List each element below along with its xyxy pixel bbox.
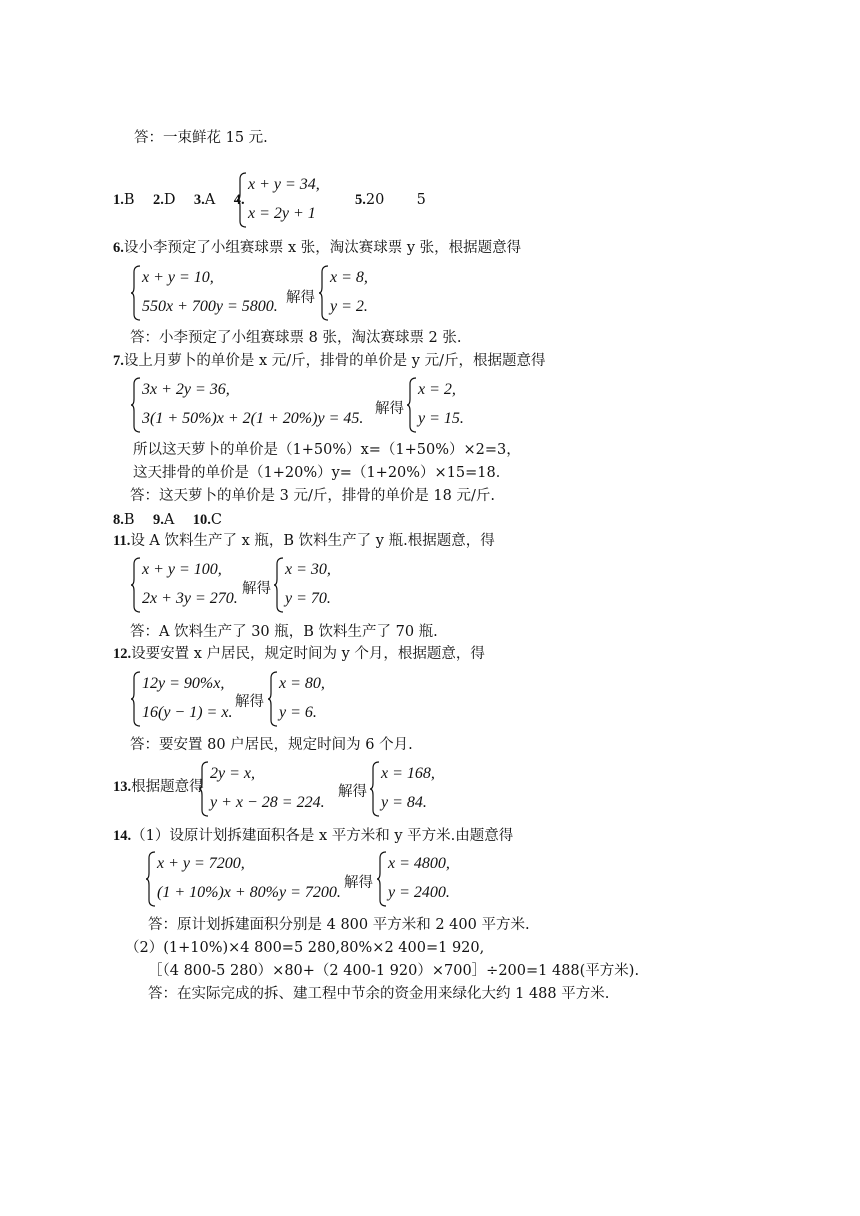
q11-stem — [113, 534, 495, 549]
left-brace-icon — [130, 376, 142, 434]
q7-stem — [113, 354, 545, 369]
q7-solution — [406, 376, 486, 434]
q14-sol1: x = 4800, — [388, 855, 450, 872]
left-brace-icon — [369, 760, 381, 818]
q13-text: 根据题意得 — [131, 779, 204, 795]
q7-answer: 答：这天萝卜的单价是 3 元/斤，排骨的单价是 18 元/斤. — [130, 488, 495, 504]
q10-answer: C — [210, 512, 222, 528]
q14-sol2: y = 2400. — [388, 884, 450, 901]
q12-text: 设要安置 x 户居民，规定时间为 y 个月，根据题意，得 — [131, 646, 485, 662]
q11-sol1: x = 30, — [285, 561, 331, 578]
q7-equations — [130, 376, 380, 434]
q7-sol1: x = 2, — [418, 381, 456, 398]
left-brace-icon — [267, 670, 279, 728]
q2-number: 2. — [152, 192, 164, 208]
q11-text: 设 A 饮料生产了 x 瓶，B 饮料生产了 y 瓶.根据题意，得 — [130, 533, 495, 549]
q12-solution — [267, 670, 347, 728]
q11-sol2: y = 70. — [285, 590, 331, 607]
q13-number: 13. — [113, 779, 132, 795]
q12-answer: 答：要安置 80 户居民，规定时间为 6 个月. — [130, 737, 413, 753]
q3-number: 3. — [193, 192, 205, 208]
q7-eq2: 3(1 + 50%)x + 2(1 + 20%)y = 45. — [142, 410, 364, 427]
q5-line — [355, 193, 426, 208]
q6-answer: 答：小李预定了小组赛球票 8 张，淘汰赛球票 2 张. — [130, 330, 462, 346]
q4-eq1: x + y = 34, — [248, 176, 320, 193]
q7-line2: 这天排骨的单价是（1+20%）y=（1+20%）×15=18． — [133, 465, 511, 481]
q13-solution — [369, 760, 459, 818]
q6-eq1: x + y = 10, — [142, 269, 214, 286]
q14-stem — [113, 829, 513, 844]
q14-text: （1）设原计划拆建面积各是 x 平方米和 y 平方米.由题意得 — [131, 828, 514, 844]
q6-equations — [130, 264, 290, 322]
left-brace-icon — [273, 556, 285, 614]
q12-equations — [130, 670, 240, 728]
q4-eq2: x = 2y + 1 — [248, 205, 316, 222]
left-brace-icon — [130, 556, 142, 614]
q5-answer-a: 20 — [365, 192, 385, 208]
q14-eq1: x + y = 7200, — [157, 855, 245, 872]
q11-eq1: x + y = 100, — [142, 561, 222, 578]
q11-solve-label: 解得 — [242, 581, 271, 597]
left-brace-icon — [130, 670, 142, 728]
q6-sol2: y = 2. — [330, 298, 368, 315]
q10-number: 10. — [192, 512, 211, 528]
q12-sol2: y = 6. — [279, 704, 317, 721]
q14-answer-1: 答：原计划拆建面积分别是 4 800 平方米和 2 400 平方米. — [148, 917, 530, 933]
left-brace-icon — [406, 376, 418, 434]
left-brace-icon — [145, 850, 157, 908]
q11-answer: 答：A 饮料生产了 30 瓶，B 饮料生产了 70 瓶. — [130, 624, 438, 640]
q6-number: 6. — [113, 240, 124, 256]
q6-sol1: x = 8, — [330, 269, 368, 286]
q14-number: 14. — [113, 828, 132, 844]
q6-text: 设小李预定了小组赛球票 x 张，淘汰赛球票 y 张，根据题意得 — [123, 240, 522, 256]
q14-part2-line1: （2）(1+10%)×4 800=5 280,80%×2 400=1 920, — [125, 940, 485, 956]
q13-sol1: x = 168, — [381, 765, 435, 782]
q7-line1: 所以这天萝卜的单价是（1+50%）x=（1+50%）×2=3， — [133, 442, 521, 458]
q9-number: 9. — [152, 512, 164, 528]
q13-solve-label: 解得 — [338, 784, 367, 800]
q7-number: 7. — [113, 353, 124, 369]
answers-1-5 — [113, 193, 245, 208]
q12-solve-label: 解得 — [235, 694, 264, 710]
q14-answer-2: 答：在实际完成的拆、建工程中节余的资金用来绿化大约 1 488 平方米. — [148, 986, 610, 1002]
left-brace-icon — [130, 264, 142, 322]
q4-system — [233, 171, 326, 229]
q5-number: 5. — [355, 192, 366, 208]
q7-eq1: 3x + 2y = 36, — [142, 381, 230, 398]
q3-answer: A — [204, 192, 216, 208]
q6-stem — [113, 241, 521, 256]
q11-solution — [273, 556, 353, 614]
left-brace-icon — [233, 171, 248, 229]
q14-solve-label: 解得 — [344, 875, 373, 891]
q12-eq1: 12y = 90%x, — [142, 675, 225, 692]
q11-eq2: 2x + 3y = 270. — [142, 590, 238, 607]
left-brace-icon — [318, 264, 330, 322]
q4-number: 4. — [233, 192, 245, 208]
q8-answer: B — [123, 512, 135, 528]
left-brace-icon — [198, 760, 210, 818]
q12-stem — [113, 647, 485, 662]
q14-solution — [376, 850, 476, 908]
q7-solve-label: 解得 — [375, 401, 404, 417]
q1-answer: B — [123, 192, 135, 208]
q12-eq2: 16(y − 1) = x. — [142, 704, 233, 721]
q1-number: 1. — [113, 192, 124, 208]
answers-8-10 — [113, 513, 222, 528]
q6-eq2: 550x + 700y = 5800. — [142, 298, 278, 315]
q11-equations — [130, 556, 250, 614]
q13-eq1: 2y = x, — [210, 765, 255, 782]
q14-equations — [145, 850, 345, 908]
left-brace-icon — [376, 850, 388, 908]
q11-number: 11. — [113, 533, 131, 549]
q6-solution — [318, 264, 388, 322]
q14-eq2: (1 + 10%)x + 80%y = 7200. — [157, 884, 341, 901]
q12-sol1: x = 80, — [279, 675, 325, 692]
q9-answer: A — [163, 512, 175, 528]
q7-sol2: y = 15. — [418, 410, 464, 427]
q7-text: 设上月萝卜的单价是 x 元/斤，排骨的单价是 y 元/斤，根据题意得 — [123, 353, 546, 369]
q13-equations — [198, 760, 338, 818]
q13-stem — [113, 780, 204, 795]
q14-part2-line2: ［（4 800-5 280）×80+（2 400-1 920）×700］÷200=1 488(平方米). — [148, 963, 640, 979]
answer-flower: 答：一束鲜花 15 元. — [134, 130, 268, 146]
q8-number: 8. — [113, 512, 124, 528]
q2-answer: D — [163, 192, 176, 208]
q13-sol2: y = 84. — [381, 794, 427, 811]
q6-solve-label: 解得 — [286, 290, 315, 306]
q12-number: 12. — [113, 646, 132, 662]
q13-eq2: y + x − 28 = 224. — [210, 794, 325, 811]
q5-answer-b: 5 — [416, 192, 426, 208]
